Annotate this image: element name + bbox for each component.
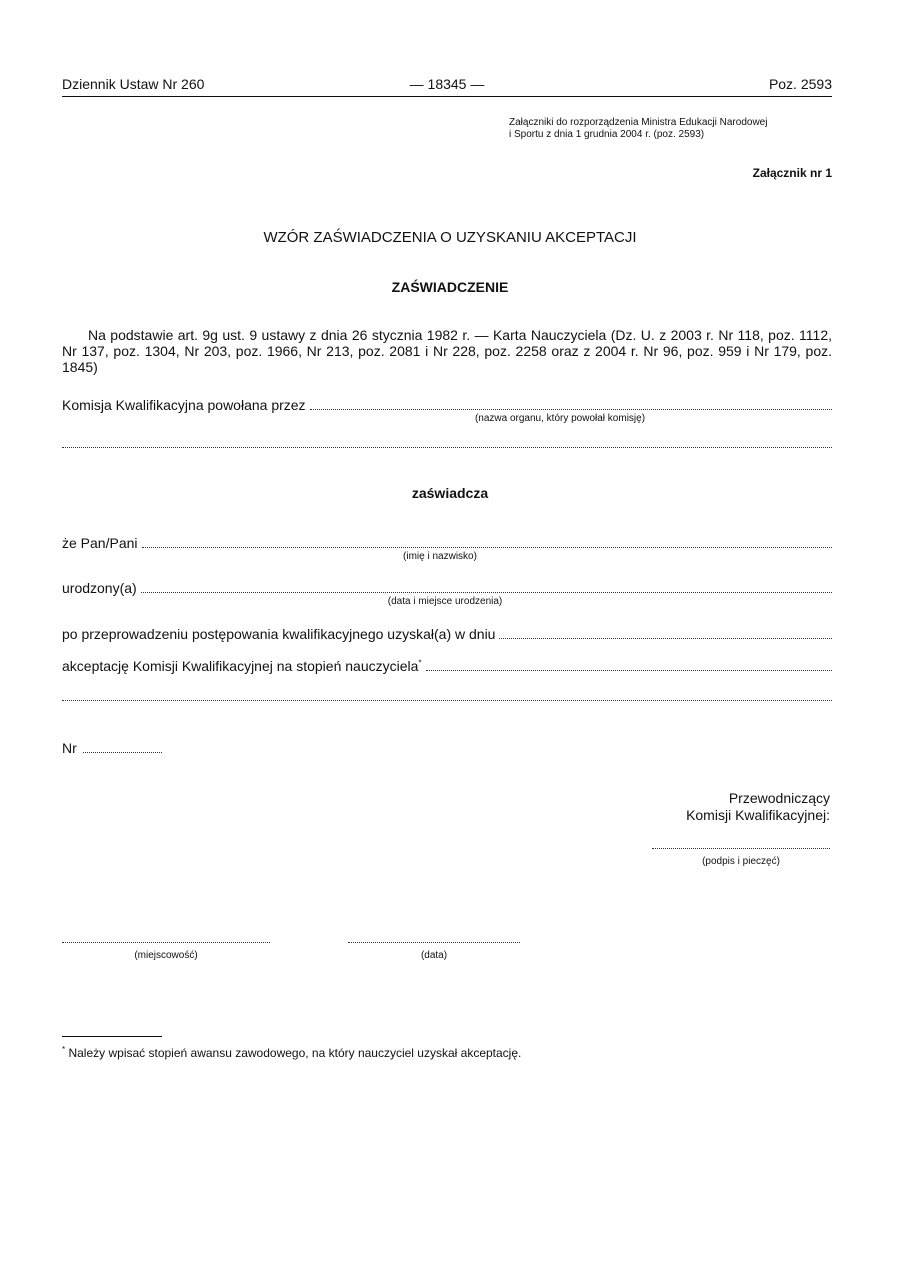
name-field-label: że Pan/Pani bbox=[62, 535, 138, 551]
commission-field[interactable] bbox=[62, 395, 832, 413]
attachment-note-line-1: Załączniki do rozporządzenia Ministra Edukacji Narodowej bbox=[509, 117, 768, 128]
attachment-number: Załącznik nr 1 bbox=[752, 166, 832, 180]
chairman-signature-dots[interactable] bbox=[652, 846, 830, 849]
certificate-title: ZAŚWIADCZENIE bbox=[391, 279, 509, 295]
footnote-marker: * bbox=[418, 658, 422, 668]
place-dots[interactable] bbox=[62, 940, 270, 943]
procedure-date-field-dots[interactable] bbox=[499, 634, 832, 639]
procedure-date-field[interactable] bbox=[62, 624, 832, 642]
acceptance-field-label: akceptację Komisji Kwalifikacyjnej na stopień nauczyciela* bbox=[62, 658, 422, 674]
name-field-dots[interactable] bbox=[142, 543, 833, 548]
attachment-note bbox=[509, 117, 839, 141]
birth-field[interactable] bbox=[62, 578, 832, 596]
acceptance-field-continuation[interactable] bbox=[62, 698, 832, 701]
name-field-caption: (imię i nazwisko) bbox=[403, 551, 477, 562]
page-number: — 18345 — bbox=[409, 76, 485, 92]
birth-field-dots[interactable] bbox=[141, 588, 832, 593]
journal-title: Dziennik Ustaw Nr 260 bbox=[62, 76, 205, 92]
acceptance-field[interactable] bbox=[62, 656, 832, 674]
commission-field-label: Komisja Kwalifikacyjna powołana przez bbox=[62, 397, 306, 413]
date-caption: (data) bbox=[420, 950, 448, 961]
birth-field-label: urodzony(a) bbox=[62, 580, 137, 596]
legal-basis-paragraph: Na podstawie art. 9g ust. 9 ustawy z dnia 26 stycznia 1982 r. — Karta Nauczyciela (Dz. U. z 2003 r. Nr 118, poz. 1112, Nr 137, poz. 1304, Nr 203, poz. 1966, Nr 213, poz. 2081 i Nr 228, poz. 2258 oraz z 2004 r. Nr 96, poz. 959 i Nr 179, poz. 1845) bbox=[62, 327, 832, 375]
chairman-signature-caption: (podpis i pieczęć) bbox=[702, 856, 780, 867]
footnote-text: Należy wpisać stopień awansu zawodowego, na który nauczyciel uzyskał akceptację. bbox=[65, 1046, 522, 1060]
birth-field-caption: (data i miejsce urodzenia) bbox=[387, 596, 503, 607]
form-title: WZÓR ZAŚWIADCZENIA O UZYSKANIU AKCEPTACJI bbox=[263, 229, 637, 246]
acceptance-field-dots[interactable] bbox=[426, 666, 832, 671]
chairman-title-line-2: Komisji Kwalifikacyjnej: bbox=[686, 807, 830, 823]
date-dots[interactable] bbox=[348, 940, 520, 943]
number-field-label: Nr bbox=[62, 740, 77, 756]
attachment-note-line-2: i Sportu z dnia 1 grudnia 2004 r. (poz. 2593) bbox=[509, 129, 705, 140]
footnote bbox=[62, 1046, 521, 1060]
footnote-rule bbox=[62, 1036, 162, 1037]
commission-field-continuation[interactable] bbox=[62, 445, 832, 448]
name-field[interactable] bbox=[62, 533, 832, 551]
procedure-date-field-label: po przeprowadzeniu postępowania kwalifikacyjnego uzyskał(a) w dniu bbox=[62, 626, 496, 642]
position-number: Poz. 2593 bbox=[768, 76, 832, 92]
commission-field-dots[interactable] bbox=[310, 405, 832, 410]
place-caption: (miejscowość) bbox=[134, 950, 198, 961]
chairman-block bbox=[686, 790, 830, 824]
certifies-heading: zaświadcza bbox=[411, 485, 489, 501]
page-header bbox=[62, 76, 832, 97]
commission-field-caption: (nazwa organu, który powołał komisję) bbox=[474, 413, 646, 424]
chairman-title-line-1: Przewodniczący bbox=[728, 790, 830, 806]
number-field-dots[interactable] bbox=[83, 748, 162, 753]
footnote-marker-bottom: * bbox=[62, 1045, 66, 1054]
number-field[interactable] bbox=[62, 738, 162, 756]
